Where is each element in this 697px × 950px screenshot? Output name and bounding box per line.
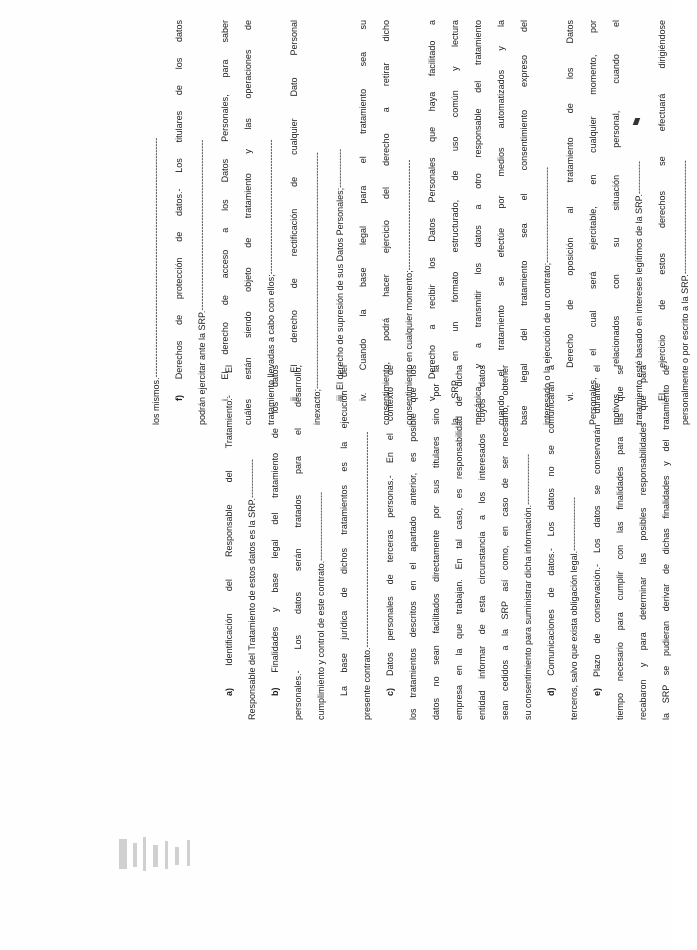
text-line: El ejercicio de estos derechos se efectuará dirigiéndose xyxy=(657,20,667,401)
text-line: recabaron y para determinar las posibles responsabilidades que para xyxy=(638,365,648,720)
text-line: tiempo necesario para cumplir con las finalidades para las que se xyxy=(615,365,625,720)
text-line: ii. El derecho de rectificación de cualquier Dato Personal xyxy=(289,20,299,401)
text-line: vi. Derecho de oposición al tratamiento de los Datos xyxy=(565,20,575,401)
text-line: Responsable del Tratamiento de estos datos es la SRP.------------- xyxy=(247,459,257,720)
text-line: base legal del tratamiento sea el consentimiento expreso del xyxy=(519,20,529,425)
text-line: los mismos.-------------------------------------------------------------------------------- xyxy=(151,137,161,425)
text-line: La base jurídica de dichos tratamientos es la ejecución del xyxy=(339,365,349,696)
text-line: d) Comunicaciones de datos.- Los datos no se comunicarán a xyxy=(546,365,556,696)
text-line: tratamiento esté basado en intereses legítimos de la SRP.----------- xyxy=(634,161,644,425)
right-text-column xyxy=(145,20,697,425)
text-line: la SRP se pudieran derivar de dichas finalidades y del tratamiento de xyxy=(661,365,671,720)
text-line: i. El derecho de acceso a los Datos Personales, para saber xyxy=(220,20,230,401)
text-line: cumplimiento y control de este contrato.----------------------- xyxy=(316,491,326,720)
text-line: consentimiento, podrá hacer ejercicio del derecho a retirar dicho xyxy=(381,20,391,425)
text-line: e) Plazo de conservación.- Los datos se conservarán durante el xyxy=(592,365,602,696)
text-line: mecánica, y a transmitir los datos a otro responsable del tratamiento xyxy=(473,20,483,425)
text-line: cuáles están siendo objeto de tratamiento y las operaciones de xyxy=(243,20,253,425)
text-line: iv. Cuando la base legal para el tratamiento sea su xyxy=(358,20,368,401)
text-line: Personales, el cual será ejercitable, en cualquier momento, por xyxy=(588,20,598,425)
text-line: entidad informar de esta circunstancia a los interesados cuyos datos xyxy=(477,365,487,720)
text-line: v. Derecho a recibir los Datos Personales que haya facilitado a xyxy=(427,20,437,401)
text-line: sean cedidos a la SRP así como, en caso de ser necesario, obtener xyxy=(500,365,510,720)
text-line: personalmente o por escrito a la SRP.-------------------------------------- xyxy=(680,160,690,425)
text-line: a) Identificación del Responsable del Tratamiento.- El xyxy=(224,365,234,696)
text-line: cuando el tratamiento se efectúe por medios automatizados y la xyxy=(496,20,506,425)
text-line: los tratamientos descritos en el apartado anterior, es posible que los xyxy=(408,365,418,720)
text-line: iii. El derecho de supresión de sus Datos Personales;------------- xyxy=(335,148,345,401)
text-line: su consentimiento para suministrar dicha información.----------------- xyxy=(523,453,533,720)
text-line: f) Derechos de protección de datos.- Los titulares de los datos xyxy=(174,20,184,401)
text-line: terceros, salvo que exista obligación legal.------------------ xyxy=(569,496,579,720)
text-line: datos no sean facilitados directamente por sus titulares sino por la xyxy=(431,365,441,720)
text-line: interesado o la ejecución de un contrato;-------------------------------- xyxy=(542,166,552,425)
text-line: consentimiento en cualquier momento;------------------------------------- xyxy=(404,159,414,425)
text-line: la SRP en un formato estructurado, de uso común y lectura xyxy=(450,20,460,425)
text-line: presente contrato.------------------------------------------------------------------------ xyxy=(362,431,372,720)
text-line: c) Datos personales de terceras personas.- En el contexto de xyxy=(385,365,395,696)
text-line: motivos relacionados con su situación personal, cuando el xyxy=(611,20,621,425)
text-line: empresa en la que trabajan. En tal caso, es responsabilidad de dicha xyxy=(454,365,464,720)
text-line: inexacto;------------------------------------------------------------------------------- xyxy=(312,152,322,425)
text-line: podrán ejercitar ante la SRP.--------------------------------------------------------- xyxy=(197,139,207,425)
text-line: personales.- Los datos serán tratados para el desarrollo, xyxy=(293,365,303,720)
text-line: tratamiento llevadas a cabo con ellos;--------------------------------------------- xyxy=(266,139,276,425)
text-line: b) Finalidades y base legal del tratamiento de los datos xyxy=(270,365,280,696)
